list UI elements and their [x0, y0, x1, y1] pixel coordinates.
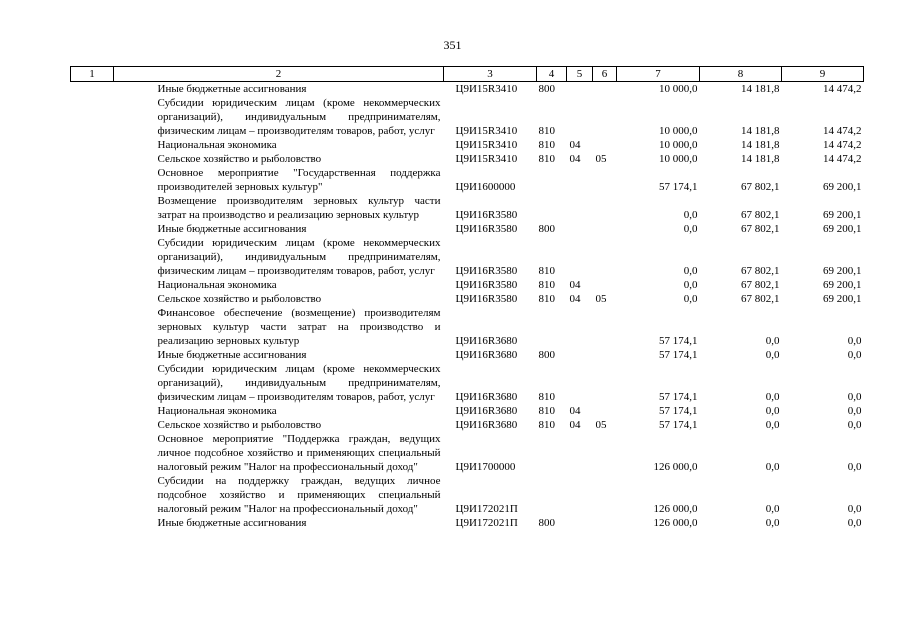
item-name-cell: Субсидии юридическим лицам (кроме некоммерческих организаций), индивидуальным предпринимателям, физическим лицам – производителям товаров, работ, услуг	[157, 363, 441, 403]
amount-col9-cell: 69 200,1	[823, 181, 862, 193]
amount-col7-cell: 0,0	[683, 265, 698, 277]
amount-col7-cell: 126 000,0	[653, 503, 698, 515]
target-article-cell: Ц9И16R3680	[455, 349, 518, 361]
subsection-cell: 05	[595, 153, 607, 165]
column-1-cell	[71, 432, 114, 474]
table-row	[71, 474, 864, 516]
column-1-cell	[71, 236, 114, 278]
column-1-cell	[71, 166, 114, 194]
target-article-cell: Ц9И15R3410	[455, 83, 518, 95]
amount-col8-cell: 0,0	[765, 349, 780, 361]
target-article-cell: Ц9И15R3410	[455, 153, 518, 165]
subsection-cell	[593, 194, 617, 222]
expense-type-cell: 810	[538, 279, 555, 291]
section-cell	[567, 194, 593, 222]
column-header: 6	[593, 67, 617, 82]
target-article-cell: Ц9И16R3580	[455, 293, 518, 305]
amount-col7-cell: 57 174,1	[659, 349, 698, 361]
section-cell: 04	[569, 139, 581, 151]
column-1-cell	[71, 222, 114, 236]
item-name-cell: Возмещение производителям зерновых культур части затрат на производство и реализацию зерновых культур	[157, 195, 441, 221]
section-cell	[567, 236, 593, 278]
expense-type-cell: 810	[538, 125, 555, 137]
amount-col9-cell: 14 474,2	[823, 125, 862, 137]
target-article-cell: Ц9И16R3580	[455, 209, 518, 221]
table-row	[71, 82, 864, 97]
column-1-cell	[71, 278, 114, 292]
table-row	[71, 152, 864, 166]
table-row	[71, 516, 864, 530]
amount-col7-cell: 57 174,1	[659, 181, 698, 193]
expense-type-cell: 810	[538, 419, 555, 431]
column-1-cell	[71, 404, 114, 418]
amount-col9-cell: 0,0	[847, 335, 862, 347]
amount-col8-cell: 0,0	[765, 405, 780, 417]
expense-type-cell: 810	[538, 391, 555, 403]
expense-type-cell: 800	[538, 517, 555, 529]
subsection-cell	[593, 516, 617, 530]
section-cell	[567, 432, 593, 474]
amount-col9-cell: 0,0	[847, 517, 862, 529]
amount-col8-cell: 67 802,1	[741, 209, 780, 221]
expense-type-cell: 810	[538, 405, 555, 417]
column-header: 5	[567, 67, 593, 82]
item-name-cell: Субсидии юридическим лицам (кроме некоммерческих организаций), индивидуальным предпринимателям, физическим лицам – производителям товаров, работ, услуг	[157, 97, 441, 137]
amount-col9-cell: 0,0	[847, 461, 862, 473]
expense-type-cell	[537, 432, 567, 474]
column-header: 7	[617, 67, 700, 82]
amount-col7-cell: 0,0	[683, 209, 698, 221]
subsection-cell	[593, 138, 617, 152]
amount-col7-cell: 126 000,0	[653, 461, 698, 473]
column-1-cell	[71, 138, 114, 152]
amount-col8-cell: 0,0	[765, 419, 780, 431]
subsection-cell	[593, 82, 617, 97]
table-row	[71, 404, 864, 418]
amount-col8-cell: 14 181,8	[741, 125, 780, 137]
table-row	[71, 306, 864, 348]
column-1-cell	[71, 362, 114, 404]
column-1-cell	[71, 152, 114, 166]
column-1-cell	[71, 96, 114, 138]
item-name-cell: Сельское хозяйство и рыболовство	[157, 153, 322, 165]
target-article-cell: Ц9И16R3680	[455, 419, 518, 431]
amount-col8-cell: 0,0	[765, 391, 780, 403]
amount-col8-cell: 0,0	[765, 461, 780, 473]
amount-col8-cell: 0,0	[765, 335, 780, 347]
column-1-cell	[71, 306, 114, 348]
subsection-cell	[593, 222, 617, 236]
target-article-cell: Ц9И16R3680	[455, 405, 518, 417]
table-row	[71, 292, 864, 306]
column-1-cell	[71, 348, 114, 362]
table-row	[71, 418, 864, 432]
item-name-cell: Субсидии юридическим лицам (кроме некоммерческих организаций), индивидуальным предпринимателям, физическим лицам – производителям товаров, работ, услуг	[157, 237, 441, 277]
amount-col8-cell: 14 181,8	[741, 153, 780, 165]
table-row	[71, 96, 864, 138]
subsection-cell: 05	[595, 419, 607, 431]
column-1-cell	[71, 194, 114, 222]
amount-col7-cell: 57 174,1	[659, 335, 698, 347]
target-article-cell: Ц9И16R3580	[455, 265, 518, 277]
section-cell	[567, 222, 593, 236]
target-article-cell: Ц9И15R3410	[455, 125, 518, 137]
section-cell	[567, 348, 593, 362]
amount-col9-cell: 69 200,1	[823, 293, 862, 305]
table-row	[71, 222, 864, 236]
amount-col7-cell: 126 000,0	[653, 517, 698, 529]
amount-col9-cell: 14 474,2	[823, 139, 862, 151]
page-number: 351	[443, 38, 462, 52]
section-cell: 04	[569, 293, 581, 305]
item-name-cell: Иные бюджетные ассигнования	[157, 223, 307, 235]
subsection-cell	[593, 96, 617, 138]
amount-col7-cell: 0,0	[683, 279, 698, 291]
section-cell	[567, 362, 593, 404]
item-name-cell: Национальная экономика	[157, 279, 277, 291]
amount-col8-cell: 67 802,1	[741, 279, 780, 291]
section-cell: 04	[569, 405, 581, 417]
section-cell	[567, 82, 593, 97]
subsection-cell	[593, 348, 617, 362]
subsection-cell	[593, 166, 617, 194]
amount-col9-cell: 0,0	[847, 405, 862, 417]
column-1-cell	[71, 474, 114, 516]
amount-col8-cell: 14 181,8	[741, 83, 780, 95]
target-article-cell: Ц9И172021П	[455, 503, 518, 515]
amount-col7-cell: 57 174,1	[659, 419, 698, 431]
amount-col7-cell: 57 174,1	[659, 405, 698, 417]
item-name-cell: Финансовое обеспечение (возмещение) производителям зерновых культур части затрат на производство и реализацию зерновых культур	[157, 307, 441, 347]
amount-col8-cell: 67 802,1	[741, 293, 780, 305]
item-name-cell: Основное мероприятие "Поддержка граждан, ведущих личное подсобное хозяйство и применяющих специальный налоговый режим "Налог на профессиональный доход"	[157, 433, 441, 473]
subsection-cell: 05	[595, 293, 607, 305]
item-name-cell: Сельское хозяйство и рыболовство	[157, 293, 322, 305]
amount-col7-cell: 10 000,0	[659, 153, 698, 165]
table-body	[71, 82, 864, 531]
table-row	[71, 166, 864, 194]
section-cell: 04	[569, 419, 581, 431]
target-article-cell: Ц9И16R3580	[455, 279, 518, 291]
amount-col9-cell: 0,0	[847, 391, 862, 403]
subsection-cell	[593, 278, 617, 292]
column-header: 1	[71, 67, 114, 82]
section-cell	[567, 306, 593, 348]
column-header: 3	[444, 67, 537, 82]
table-row	[71, 194, 864, 222]
amount-col8-cell: 67 802,1	[741, 265, 780, 277]
amount-col9-cell: 0,0	[847, 503, 862, 515]
target-article-cell: Ц9И172021П	[455, 517, 518, 529]
table-row	[71, 138, 864, 152]
amount-col9-cell: 14 474,2	[823, 153, 862, 165]
amount-col9-cell: 69 200,1	[823, 223, 862, 235]
amount-col8-cell: 0,0	[765, 503, 780, 515]
amount-col9-cell: 69 200,1	[823, 279, 862, 291]
expense-type-cell: 800	[538, 349, 555, 361]
expense-type-cell	[537, 166, 567, 194]
column-1-cell	[71, 418, 114, 432]
target-article-cell: Ц9И16R3580	[455, 223, 518, 235]
expense-type-cell: 810	[538, 265, 555, 277]
item-name-cell: Иные бюджетные ассигнования	[157, 83, 307, 95]
table-row	[71, 432, 864, 474]
budget-table	[70, 66, 864, 530]
item-name-cell: Иные бюджетные ассигнования	[157, 517, 307, 529]
column-1-cell	[71, 292, 114, 306]
amount-col7-cell: 0,0	[683, 223, 698, 235]
section-cell	[567, 474, 593, 516]
item-name-cell: Иные бюджетные ассигнования	[157, 349, 307, 361]
expense-type-cell: 810	[538, 153, 555, 165]
column-number-row	[71, 67, 864, 82]
expense-type-cell	[537, 306, 567, 348]
section-cell	[567, 516, 593, 530]
amount-col9-cell: 0,0	[847, 419, 862, 431]
column-header: 2	[114, 67, 444, 82]
subsection-cell	[593, 362, 617, 404]
column-1-cell	[71, 516, 114, 530]
target-article-cell: Ц9И16R3680	[455, 391, 518, 403]
table-row	[71, 236, 864, 278]
expense-type-cell: 810	[538, 139, 555, 151]
subsection-cell	[593, 236, 617, 278]
amount-col7-cell: 10 000,0	[659, 139, 698, 151]
amount-col9-cell: 69 200,1	[823, 265, 862, 277]
amount-col8-cell: 67 802,1	[741, 181, 780, 193]
amount-col9-cell: 0,0	[847, 349, 862, 361]
subsection-cell	[593, 432, 617, 474]
column-header: 9	[782, 67, 864, 82]
table-row	[71, 362, 864, 404]
target-article-cell: Ц9И16R3680	[455, 335, 518, 347]
section-cell	[567, 166, 593, 194]
subsection-cell	[593, 474, 617, 516]
expense-type-cell: 800	[538, 223, 555, 235]
amount-col7-cell: 0,0	[683, 293, 698, 305]
amount-col8-cell: 14 181,8	[741, 139, 780, 151]
expense-type-cell	[537, 194, 567, 222]
subsection-cell	[593, 306, 617, 348]
section-cell	[567, 96, 593, 138]
amount-col7-cell: 57 174,1	[659, 391, 698, 403]
subsection-cell	[593, 404, 617, 418]
amount-col8-cell: 0,0	[765, 517, 780, 529]
item-name-cell: Национальная экономика	[157, 139, 277, 151]
column-header: 8	[700, 67, 782, 82]
expense-type-cell: 810	[538, 293, 555, 305]
amount-col7-cell: 10 000,0	[659, 125, 698, 137]
item-name-cell: Субсидии на поддержку граждан, ведущих личное подсобное хозяйство и применяющих специальный налоговый режим "Налог на профессиональный доход"	[157, 475, 441, 515]
target-article-cell: Ц9И1700000	[455, 461, 516, 473]
amount-col7-cell: 10 000,0	[659, 83, 698, 95]
amount-col9-cell: 69 200,1	[823, 209, 862, 221]
target-article-cell: Ц9И1600000	[455, 181, 516, 193]
expense-type-cell	[537, 474, 567, 516]
table-row	[71, 278, 864, 292]
section-cell: 04	[569, 153, 581, 165]
item-name-cell: Национальная экономика	[157, 405, 277, 417]
table-row	[71, 348, 864, 362]
expense-type-cell: 800	[538, 83, 555, 95]
column-header: 4	[537, 67, 567, 82]
item-name-cell: Сельское хозяйство и рыболовство	[157, 419, 322, 431]
amount-col8-cell: 67 802,1	[741, 223, 780, 235]
target-article-cell: Ц9И15R3410	[455, 139, 518, 151]
section-cell: 04	[569, 279, 581, 291]
item-name-cell: Основное мероприятие "Государственная поддержка производителей зерновых культур"	[157, 167, 441, 193]
amount-col9-cell: 14 474,2	[823, 83, 862, 95]
column-1-cell	[71, 82, 114, 97]
